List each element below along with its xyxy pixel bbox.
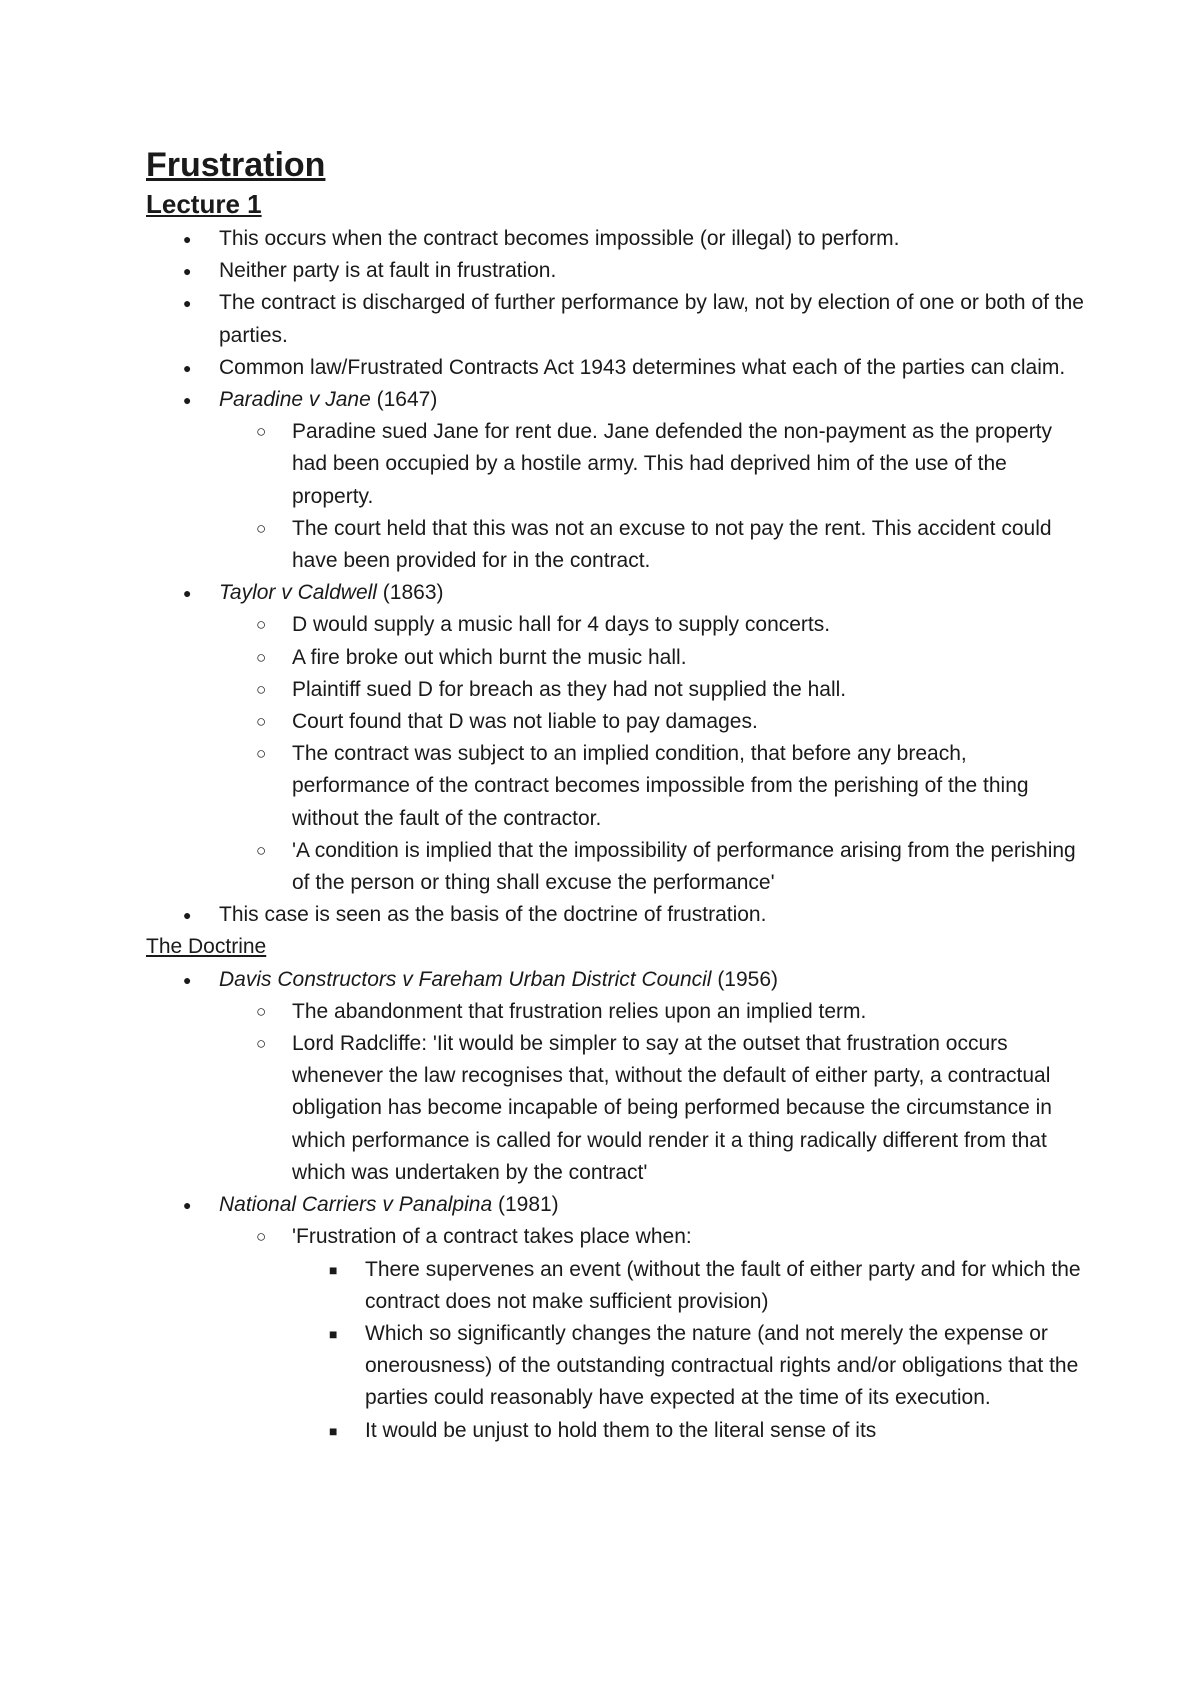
point-text: The contract is discharged of further performance by law, not by election of one or both of the parties.	[219, 291, 1084, 347]
point-text: Plaintiff sued D for breach as they had not supplied the hall.	[292, 677, 847, 701]
point-text: Court found that D was not liable to pay damages.	[292, 710, 758, 734]
circle-bullet-icon: ○	[256, 647, 267, 667]
list-item	[146, 738, 1086, 835]
point-text: The court held that this was not an excuse to not pay the rent. This accident could have been provided for in the contract.	[292, 516, 1052, 573]
case-name: Paradine v Jane	[219, 388, 371, 412]
disc-bullet-icon: ●	[183, 971, 192, 988]
square-bullet-icon: ■	[329, 1261, 338, 1278]
point-text: The abandonment that frustration relies upon an implied term.	[292, 999, 867, 1023]
list-item	[146, 609, 1086, 641]
circle-bullet-icon: ○	[256, 1034, 267, 1054]
case-name: National Carriers v Panalpina	[219, 1193, 493, 1217]
document-title: Frustration	[146, 146, 326, 184]
point-text: Paradine sued Jane for rent due. Jane defended the non-payment as the property had been occupied by a hostile army. This had deprived him of the use of the property.	[292, 420, 1053, 508]
point-text: This occurs when the contract becomes impossible (or illegal) to perform.	[219, 227, 900, 250]
disc-bullet-icon: ●	[183, 359, 192, 376]
disc-bullet-icon: ●	[183, 392, 192, 409]
list-item	[146, 706, 1086, 738]
disc-bullet-icon: ●	[183, 1197, 192, 1214]
lecture-heading: Lecture 1	[146, 189, 262, 219]
list-item	[146, 674, 1086, 706]
list-item	[146, 1415, 1086, 1447]
list-item	[146, 255, 1086, 287]
point-text: Lord Radcliffe: 'Iit would be simpler to say at the outset that frustration occurs whenever the law recognises that, without the default of either party, a contractual obligation has become incapable of being performed because the circumstance in which performance is called for would render it a thing radically different from that which was undertaken by the contract'	[292, 1032, 1052, 1184]
list-item	[146, 835, 1086, 899]
list-item	[146, 899, 1086, 931]
point-text: D would supply a music hall for 4 days to supply concerts.	[292, 613, 831, 637]
circle-bullet-icon: ○	[256, 615, 267, 635]
list-item	[146, 1221, 1086, 1253]
case-year: (1863)	[376, 581, 444, 605]
case-year: (1956)	[711, 967, 779, 991]
circle-bullet-icon: ○	[256, 712, 267, 732]
case-item-national-carriers	[146, 1189, 1086, 1221]
case-item-paradine	[146, 384, 1086, 416]
point-text: Which so significantly changes the nature (and not merely the expense or onerousness) of the outstanding contractual rights and/or obligations that the parties could reasonably have expected at the time of its execution.	[365, 1321, 1079, 1410]
case-name: Davis Constructors v Fareham Urban District Council	[219, 967, 712, 991]
case-year: (1981)	[492, 1193, 559, 1217]
list-item	[146, 996, 1086, 1028]
doctrine-heading: The Doctrine	[146, 935, 267, 959]
disc-bullet-icon: ●	[183, 295, 192, 312]
list-item	[146, 223, 1086, 255]
list-item	[146, 352, 1086, 384]
point-text: A fire broke out which burnt the music hall.	[292, 645, 687, 669]
disc-bullet-icon: ●	[183, 231, 192, 247]
case-name: Taylor v Caldwell	[219, 581, 377, 605]
case-year: (1647)	[370, 388, 438, 412]
disc-bullet-icon: ●	[183, 907, 192, 924]
circle-bullet-icon: ○	[256, 840, 267, 860]
document-page	[146, 143, 1086, 1447]
point-text: It would be unjust to hold them to the literal sense of its	[365, 1418, 877, 1442]
list-item	[146, 1028, 1086, 1189]
list-item	[146, 1254, 1086, 1318]
circle-bullet-icon: ○	[256, 1001, 267, 1021]
circle-bullet-icon: ○	[256, 744, 267, 764]
circle-bullet-icon: ○	[256, 518, 267, 538]
disc-bullet-icon: ●	[183, 263, 192, 280]
point-text: The contract was subject to an implied condition, that before any breach, performance of the contract becomes impossible from the perishing of the thing without the fault of the contractor.	[292, 742, 1029, 830]
circle-bullet-icon: ○	[256, 1227, 267, 1247]
square-bullet-icon: ■	[329, 1325, 338, 1342]
list-item	[146, 1318, 1086, 1415]
square-bullet-icon: ■	[329, 1422, 338, 1439]
point-text: There supervenes an event (without the fault of either party and for which the contract does not make sufficient provision)	[365, 1257, 1081, 1313]
circle-bullet-icon: ○	[256, 679, 267, 699]
lecture-bullet-list	[146, 223, 1086, 931]
list-item	[146, 513, 1086, 577]
case-item-davis	[146, 964, 1086, 996]
disc-bullet-icon: ●	[183, 585, 192, 602]
list-item	[146, 416, 1086, 513]
point-text: Neither party is at fault in frustration.	[219, 259, 557, 283]
circle-bullet-icon: ○	[256, 422, 267, 442]
point-text: Common law/Frustrated Contracts Act 1943 determines what each of the parties can claim.	[219, 355, 1066, 379]
point-text: 'A condition is implied that the impossibility of performance arising from the perishing of the person or thing shall excuse the performance'	[292, 838, 1076, 895]
point-text: 'Frustration of a contract takes place when:	[292, 1225, 692, 1249]
list-item	[146, 642, 1086, 674]
point-text: This case is seen as the basis of the doctrine of frustration.	[219, 903, 767, 927]
case-item-taylor	[146, 577, 1086, 609]
list-item	[146, 287, 1086, 351]
doctrine-bullet-list	[146, 964, 1086, 1447]
